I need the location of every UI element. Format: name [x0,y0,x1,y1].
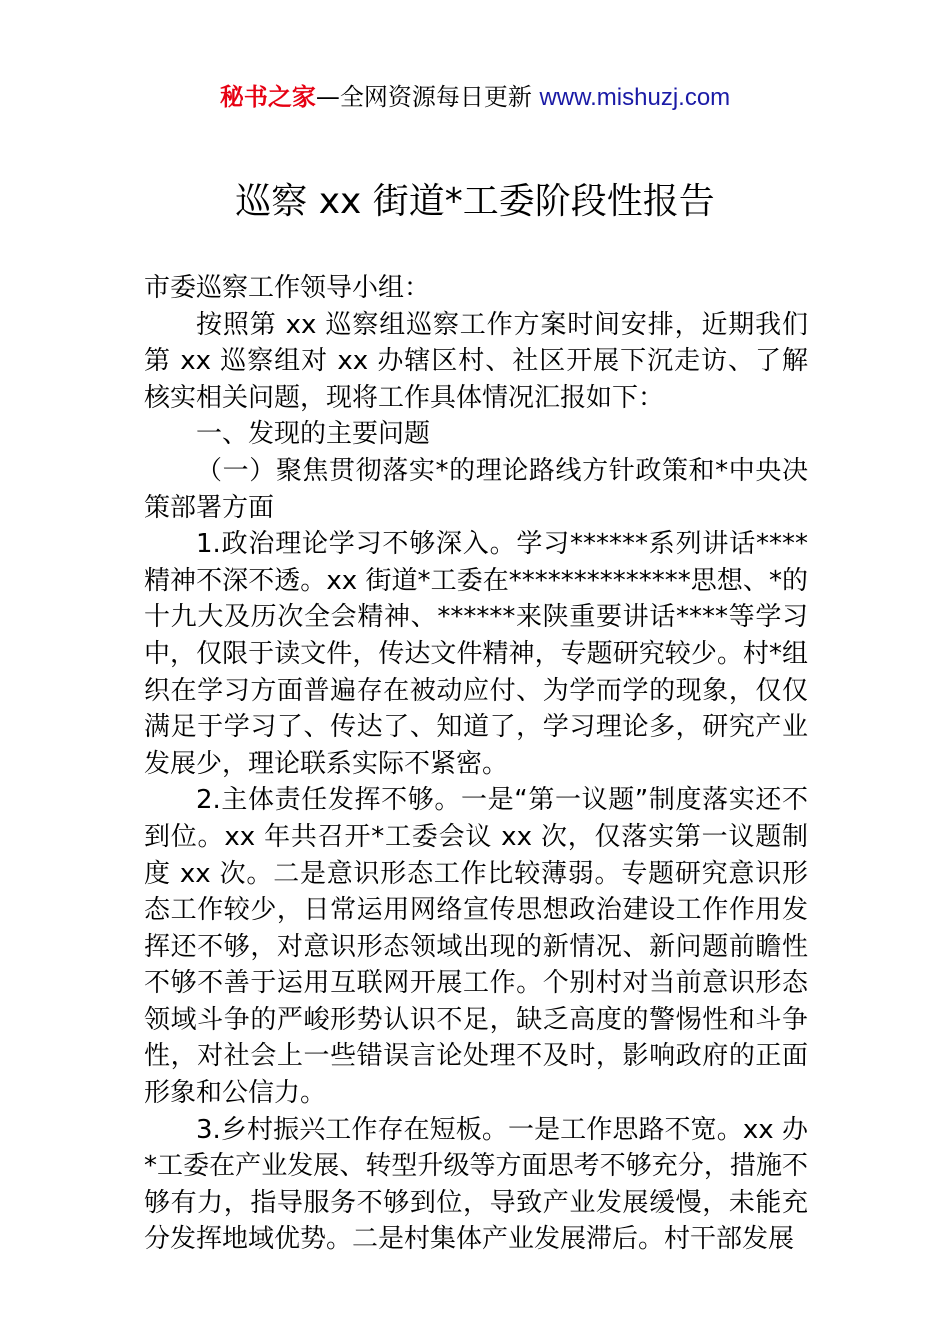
paragraph-intro: 按照第 xx 巡察组巡察工作方案时间安排，近期我们第 xx 巡察组对 xx 办辖区村、社区开展下沉走访、了解核实相关问题，现将工作具体情况汇报如下： [144,309,808,413]
document-title: 巡察 xx 街道*工委阶段性报告 [235,181,715,222]
paragraph-item-2: 2.主体责任发挥不够。一是“第一议题”制度落实还不到位。xx 年共召开*工委会议 xx 次，仅落实第一议题制度 xx 次。二是意识形态工作比较薄弱。专题研究意识形态工作较少，日常运用网络宣传思想政治建设工作作用发挥还不够，对意识形态领域出现的新情况、新问题前瞻性不够不善于运用互联网开展工作。个别村对当前意识形态领域斗争的严峻形势认识不足，缺乏高度的警惕性和斗争性，对社会上一些错误言论处理不及时，影响政府的正面形象和公信力。 [144,785,808,1109]
site-brand: 秘书之家 [219,83,316,111]
document-body [144,270,808,1258]
paragraph-item-3: 3.乡村振兴工作存在短板。一是工作思路不宽。xx 办*工委在产业发展、转型升级等方面思考不够充分，措施不够有力，指导服务不够到位，导致产业发展缓慢，未能充分发挥地域优势。二是村集体产业发展滞后。村干部发展 [144,1114,808,1255]
site-header [0,80,950,115]
paragraph-item-1: 1.政治理论学习不够深入。学习******系列讲话****精神不深不透。xx 街道*工委在**************思想、*的十九大及历次全会精神、******来陕重要讲话****等学习中，仅限于读文件，传达文件精神，专题研究较少。村*组织在学习方面普遍存在被动应付、为学而学的现象，仅仅满足于学习了、传达了、知道了，学习理论多，研究产业发展少，理论联系实际不紧密。 [144,529,808,779]
section-heading-1: 一、发现的主要问题 [196,419,431,450]
subsection-heading-1: （一）聚焦贯彻落实*的理论路线方针政策和*中央决策部署方面 [144,455,808,523]
salutation: 市委巡察工作领导小组： [144,273,431,303]
site-url-link[interactable]: www.mishuzj.com [539,84,731,111]
site-tagline: —全网资源每日更新 [315,83,540,111]
